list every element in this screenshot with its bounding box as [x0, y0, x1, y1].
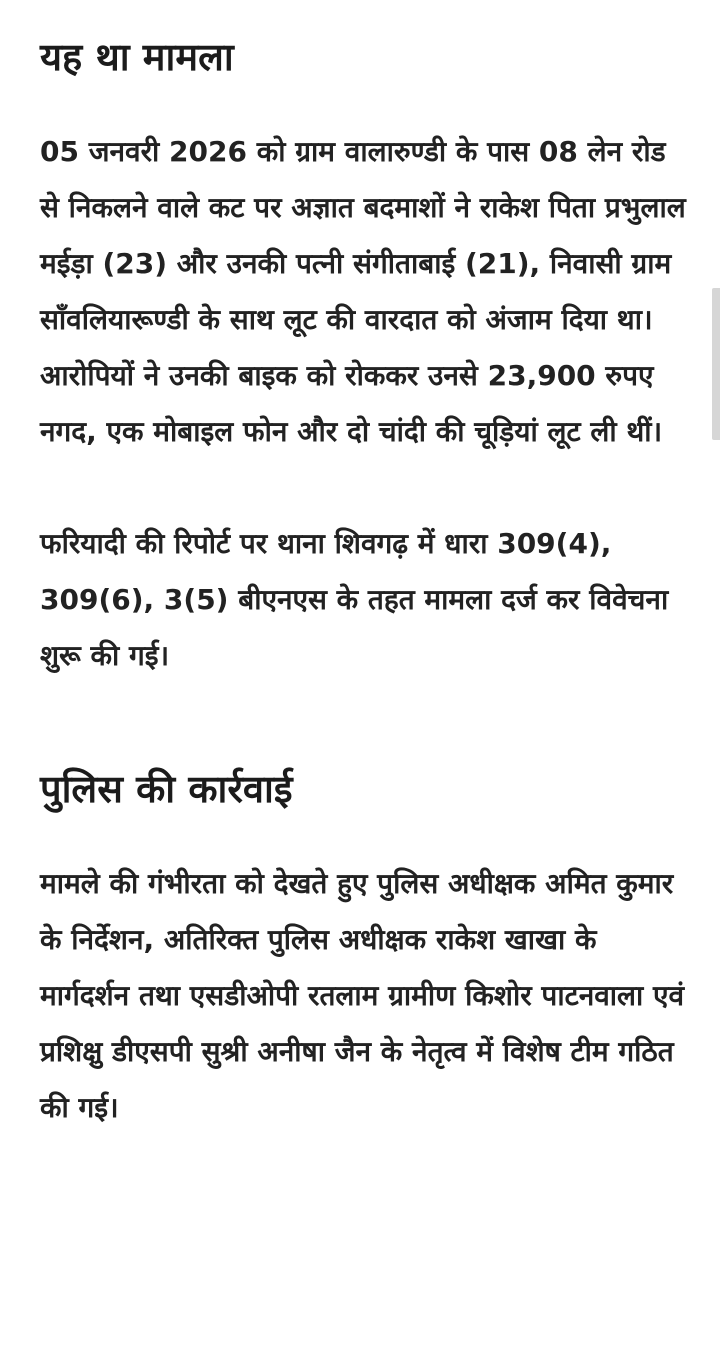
case-paragraph-report: फरियादी की रिपोर्ट पर थाना शिवगढ़ में धारा 309(4), 309(6), 3(5) बीएनएस के तहत मामला दर्ज कर विवेचना शुरू की गई।	[40, 527, 669, 672]
section-heading-case: यह था मामला	[40, 35, 234, 79]
case-paragraph-incident: 05 जनवरी 2026 को ग्राम वालारुण्डी के पास 08 लेन रोड से निकलने वाले कट पर अज्ञात बदमाशों ने राकेश पिता प्रभुलाल मईड़ा (23) और उनकी पत्नी संगीताबाई (21), निवासी ग्राम साँवलियारूण्डी के साथ लूट की वारदात को अंजाम दिया था। आरोपियों ने उनकी बाइक को रोककर उनसे 23,900 रुपए नगद, एक मोबाइल फोन और दो चांदी की चूड़ियां लूट ली थीं।	[40, 135, 686, 448]
scrollbar-thumb[interactable]	[712, 288, 720, 440]
section-heading-police-action: पुलिस की कार्रवाई	[40, 767, 293, 811]
article-body	[40, 22, 692, 1136]
police-action-paragraph: मामले की गंभीरता को देखते हुए पुलिस अधीक्षक अमित कुमार के निर्देशन, अतिरिक्त पुलिस अधीक्षक राकेश खाखा के मार्गदर्शन तथा एसडीओपी रतलाम ग्रामीण किशोर पाटनवाला एवं प्रशिक्षु डीएसपी सुश्री अनीषा जैन के नेतृत्व में विशेष टीम गठित की गई।	[40, 867, 685, 1124]
